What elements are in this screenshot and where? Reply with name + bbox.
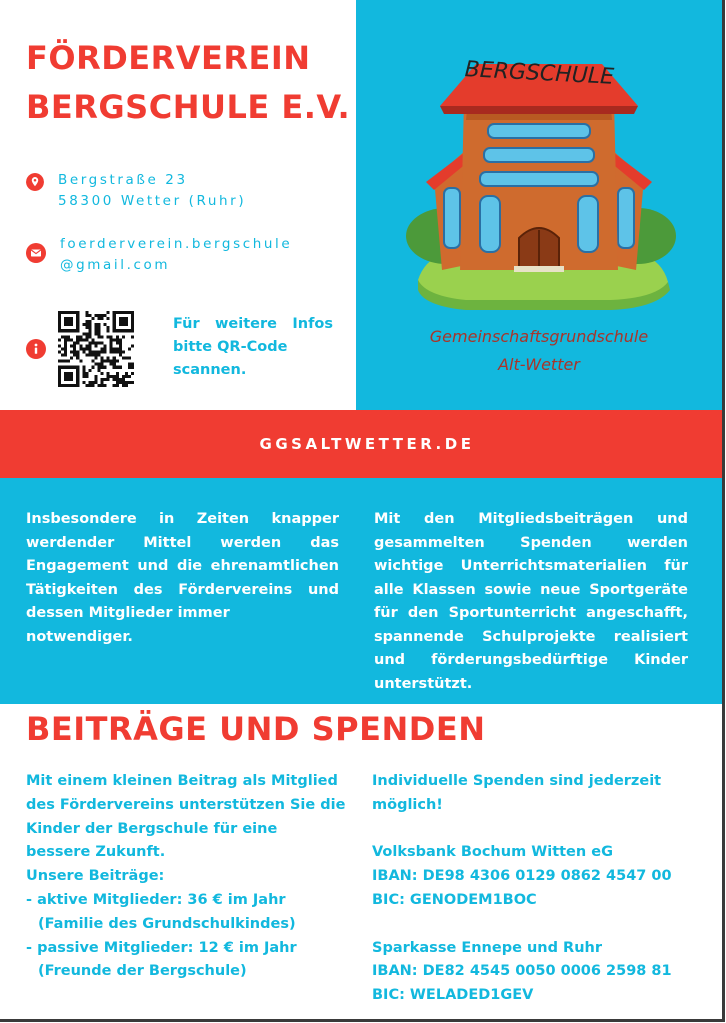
donations-intro-line: Individuelle Spenden sind jederzeit: [372, 773, 662, 789]
intro-left-line: notwendiger.: [26, 628, 133, 645]
qr-code[interactable]: [58, 311, 134, 387]
bank-bic: BIC: GENODEM1BOC: [372, 891, 537, 908]
address-street: Bergstraße 23: [58, 172, 188, 188]
intro-right-line: alle Klassen sowie neue Sportgeräte: [374, 581, 688, 598]
intro-right-line: gesammelten Spenden werden: [374, 534, 688, 551]
logo-bottom-line-2: Alt-Wetter: [498, 355, 580, 374]
email-block: [26, 234, 292, 276]
fees-line: - aktive Mitglieder: 36 € im Jahr: [26, 891, 286, 908]
intro-left-paragraph: [26, 508, 339, 649]
logo-top-text: BERGSCHULE: [464, 57, 615, 90]
email-line-1: foerderverein.bergschule: [60, 236, 293, 252]
intro-section: [0, 478, 722, 704]
email-line-2: @gmail.com: [60, 257, 171, 273]
website-band: [0, 410, 722, 478]
header-panel: [0, 0, 356, 410]
bank-name: Sparkasse Ennepe und Ruhr: [372, 939, 603, 956]
intro-left-line: Tätigkeiten des Fördervereins und: [26, 581, 339, 598]
fees-line: des Fördervereins unterstützen Sie die: [26, 796, 346, 813]
logo-bottom-line-1: Gemeinschaftsgrundschule: [429, 327, 649, 346]
fees-line: - passive Mitglieder: 12 € im Jahr: [26, 939, 297, 956]
bank-bic: BIC: WELADED1GEV: [372, 987, 534, 1004]
intro-left-line: dessen Mitglieder immer: [26, 605, 230, 621]
page-title: [26, 34, 350, 132]
fees-line: Unsere Beiträge:: [26, 868, 165, 885]
title-line-1: FÖRDERVEREIN: [26, 39, 311, 77]
location-pin-icon: [26, 173, 44, 191]
address-block: [26, 170, 246, 212]
intro-right-line: Mit den Mitgliedsbeiträgen und: [374, 511, 688, 527]
bank-iban: IBAN: DE82 4545 0050 0006 2598 81: [372, 963, 672, 980]
fees-line: Mit einem kleinen Beitrag als Mitglied: [26, 773, 338, 789]
email-link[interactable]: [60, 234, 292, 276]
intro-right-line: spannende Schulprojekte realisiert: [374, 628, 688, 645]
bank-name: Volksbank Bochum Witten eG: [372, 844, 613, 861]
fees-line: Kinder der Bergschule für eine: [26, 820, 278, 837]
membership-fees-text: [26, 770, 346, 984]
info-icon: [26, 339, 46, 359]
fees-line: bessere Zukunft.: [26, 844, 166, 861]
donations-intro-line: möglich!: [372, 796, 443, 813]
intro-right-line: und förderungsbedürftige Kinder: [374, 652, 688, 668]
qr-note: [173, 313, 333, 382]
envelope-icon: [26, 243, 46, 263]
fees-line: (Freunde der Bergschule): [38, 963, 247, 980]
contributions-title: BEITRÄGE UND SPENDEN: [26, 710, 486, 748]
website-link[interactable]: GGSALTWETTER.DE: [259, 435, 475, 453]
school-logo-panel: [356, 0, 722, 410]
school-logo: [356, 0, 722, 410]
intro-left-line: werdender Mittel werden das: [26, 534, 339, 551]
intro-left-line: Insbesondere in Zeiten knapper: [26, 511, 339, 527]
address-text: [58, 170, 246, 212]
qr-note-line-1: Für weitere Infos: [173, 316, 333, 332]
address-city: 58300 Wetter (Ruhr): [58, 193, 247, 209]
intro-right-line: wichtige Unterrichtsmaterialien für: [374, 558, 688, 574]
intro-left-line: Engagement und die ehrenamtlichen: [26, 558, 339, 574]
intro-right-line: für den Sportunterricht angeschafft,: [374, 605, 688, 621]
qr-note-line-2: bitte QR-Code: [173, 339, 288, 355]
donations-text: [372, 770, 702, 1008]
fees-line: (Familie des Grundschulkindes): [38, 915, 296, 932]
title-line-2: BERGSCHULE E.V.: [26, 88, 351, 126]
intro-right-line: unterstützt.: [374, 675, 473, 692]
bank-iban: IBAN: DE98 4306 0129 0862 4547 00: [372, 868, 672, 885]
intro-right-paragraph: [374, 508, 688, 696]
qr-note-line-3: scannen.: [173, 362, 247, 378]
